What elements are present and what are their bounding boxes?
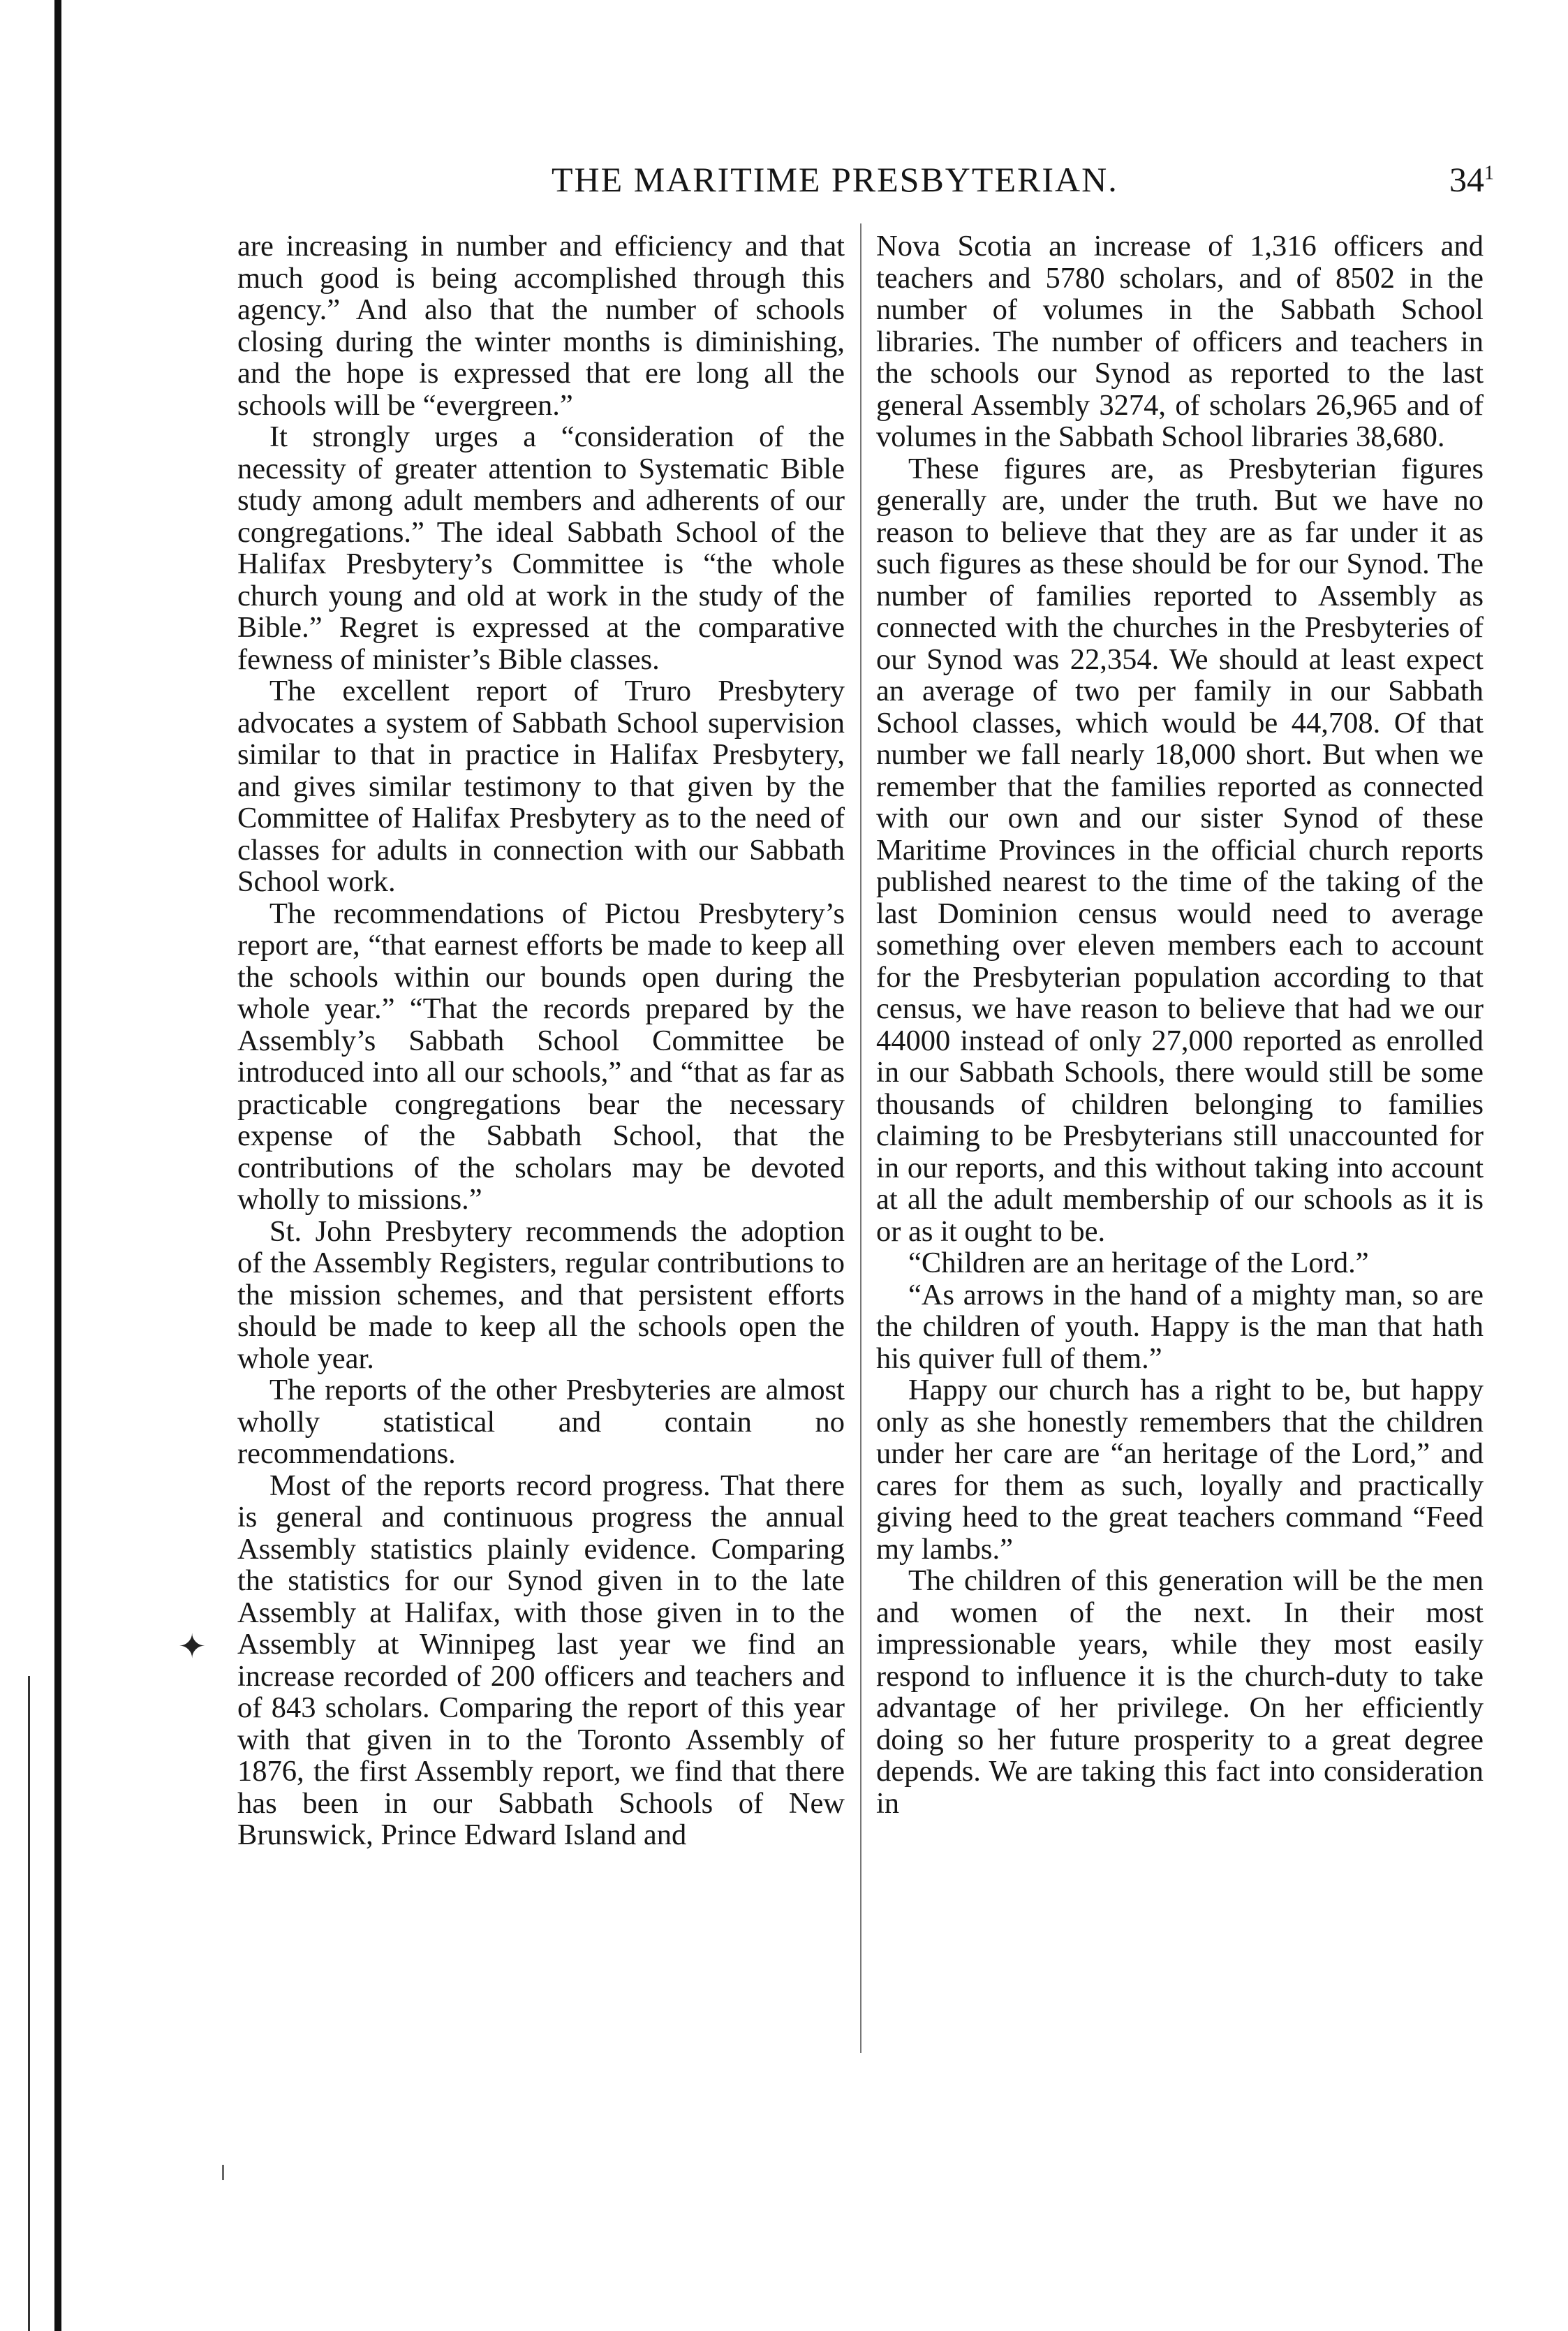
page-header: [237, 147, 1494, 209]
page-number: [1449, 159, 1494, 200]
running-head: THE MARITIME PRESBYTERIAN.: [552, 160, 1118, 199]
binding-edge-thin: [28, 1676, 30, 2331]
left-column: [237, 230, 845, 1851]
column-divider: [860, 223, 861, 2053]
paragraph: “As arrows in the hand of a mighty man, so are the children of youth. Happy is the man that hath his quiver full of them.”: [876, 1278, 1484, 1375]
paragraph: Happy our church has a right to be, but happy only as she honestly remembers that the children under her care are “an heritage of the Lord,” and cares for them as such, loyally and practically giving heed to the great teachers command “Feed my lambs.”: [876, 1374, 1484, 1566]
paragraph: It strongly urges a “consideration of the necessity of greater attention to Systematic Bible study among adult members and adherents of our congregations.” The ideal Sabbath School of the Halifax Presbytery’s Committee is “the whole church young and old at work in the study of the Bible.” Regret is expressed at the comparative fewness of minister’s Bible classes.: [237, 420, 845, 676]
paragraph: Nova Scotia an increase of 1,316 officers and teachers and 5780 scholars, and of 8502 in the number of volumes in the Sabbath School libraries. The number of officers and teachers in the schools our Synod as reported to the last general Assembly 3274, of scholars 26,965 and of volumes in the Sabbath School libraries 38,680.: [876, 230, 1484, 453]
page-number-main: 34: [1449, 160, 1484, 199]
paragraph: are increasing in number and efficiency and that much good is being accomplished through this agency.” And also that the number of schools closing during the winter months is diminishing, and the hope is expressed that ere long all the schools will be “evergreen.”: [237, 230, 845, 422]
paragraph: The reports of the other Presbyteries are almost wholly statistical and contain no recommendations.: [237, 1374, 845, 1470]
bottom-tick-mark: [222, 2165, 224, 2180]
right-column: [876, 230, 1484, 1819]
paragraph: The excellent report of Truro Presbytery advocates a system of Sabbath School supervision similar to that in practice in Halifax Presbytery, and gives similar testimony to that given by the Committee of Halifax Presbytery as to the need of classes for adults in connection with our Sabbath School work.: [237, 675, 845, 898]
binding-edge: [54, 0, 61, 2331]
paragraph: St. John Presbytery recommends the adoption of the Assembly Registers, regular contributions to the mission schemes, and that persistent efforts should be made to keep all the schools open the whole year.: [237, 1214, 845, 1375]
page-number-superscript: 1: [1484, 162, 1494, 184]
paragraph: The children of this generation will be the men and women of the next. In their most impressionable years, while they most easily respond to influence it is the church-duty to take advantage of her privilege. On her efficiently doing so her future prosperity to a great degree depends. We are taking this fact into consideration in: [876, 1564, 1484, 1820]
paragraph: Most of the reports record progress. That there is general and continuous progress the annual Assembly statistics plainly evidence. Comparing the statistics for our Synod given in to the late Assembly at Halifax, with those given in to the Assembly at Winnipeg last year we find an increase recorded of 200 officers and teachers and of 843 scholars. Comparing the report of this year with that given in to the Toronto Assembly of 1876, the first Assembly report, we find that there has been in our Sabbath Schools of New Brunswick, Prince Edward Island and: [237, 1469, 845, 1851]
margin-mark: ✦: [178, 1627, 207, 1666]
paragraph: These figures are, as Presbyterian figures generally are, under the truth. But we have no reason to believe that they are as far under it as such figures as these should be for our Synod. The number of families reported to Assembly as connected with the churches in the Presbyteries of our Synod was 22,354. We should at least expect an average of two per family in our Sabbath School classes, which would be 44,708. Of that number we fall nearly 18,000 short. But when we remember that the families reported as connected with our own and our sister Synod of these Maritime Provinces in the official church reports published nearest to the time of the taking of the last Dominion census would need to average something over eleven members each to account for the Presbyterian population according to that census, we have reason to believe that had we our 44000 instead of only 27,000 reported as enrolled in our Sabbath Schools, there would still be some thousands of children belonging to families claiming to be Presbyterians still unaccounted for in our reports, and this without taking into account at all the adult membership of our schools as it is or as it ought to be.: [876, 452, 1484, 1248]
paragraph: “Children are an heritage of the Lord.”: [908, 1247, 1369, 1279]
paragraph: The recommendations of Pictou Presbytery’s report are, “that earnest efforts be made to keep all the schools within our bounds open during the whole year.” “That the records prepared by the Assembly’s Sabbath School Committee be introduced into all our schools,” and “that as far as practicable congregations bear the necessary expense of the Sabbath School, that the contributions of the scholars may be devoted wholly to missions.”: [237, 897, 845, 1216]
